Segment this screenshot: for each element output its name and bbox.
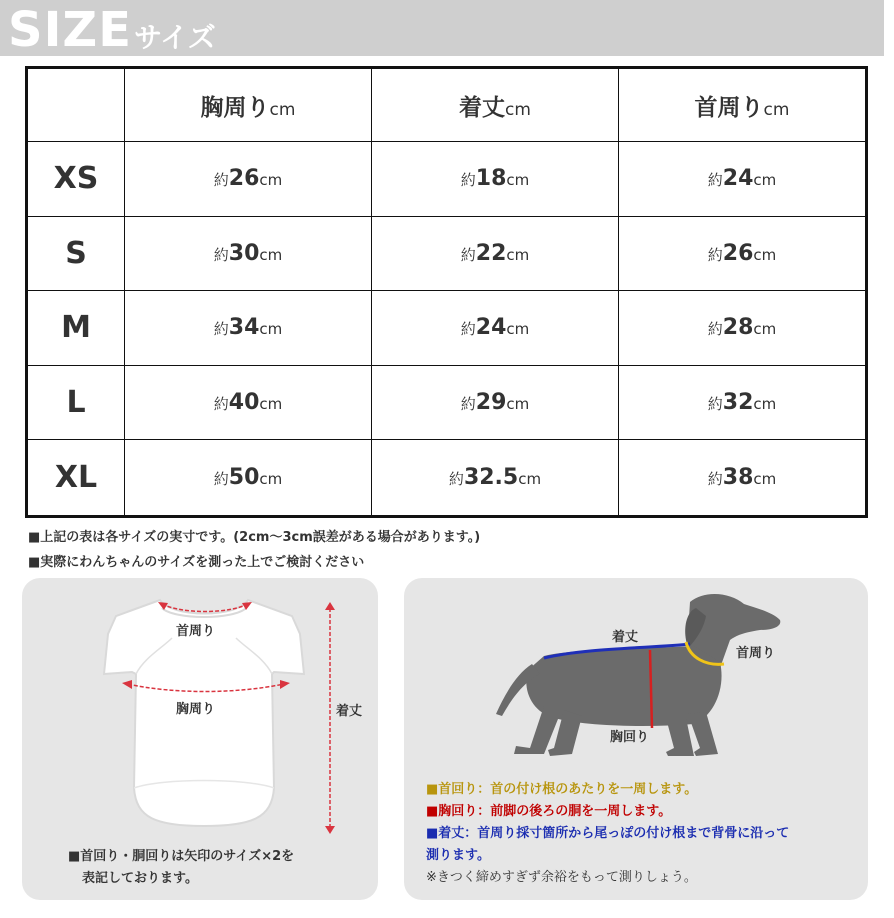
note-measurement-error: ■上記の表は各サイズの実寸です。(2cm〜3cm誤差がある場合があります。) [28,530,481,545]
table-cell: 約18cm [372,142,619,217]
garment-caption-line1: ■首回り・胴回りは矢印のサイズ×2を [68,849,295,864]
table-cell: 約26cm [619,216,867,291]
table-header-row [27,68,867,142]
length-label: 着丈 [334,700,364,719]
neck-label: 首周り [176,624,216,639]
table-cell: 約29cm [372,365,619,440]
dog-chest-label: 胸回り [610,730,650,745]
table-corner-cell [27,68,125,142]
desc-length-cont: 測ります。 [426,848,490,863]
dog-length-label: 着丈 [612,630,639,645]
size-label: L [27,365,125,440]
header-banner [0,0,884,56]
garment-diagram-panel [22,578,378,900]
header-title: SIZE [8,2,133,58]
table-cell: 約34cm [125,291,372,366]
size-table [25,66,868,518]
desc-tip: ※きつく締めすぎず余裕をもって測りしょう。 [426,870,697,885]
table-cell: 約50cm [125,440,372,517]
table-cell: 約32cm [619,365,867,440]
table-cell: 約24cm [619,142,867,217]
table-cell: 約30cm [125,216,372,291]
table-cell: 約40cm [125,365,372,440]
column-header: 首周りcm [619,68,867,142]
table-cell: 約24cm [372,291,619,366]
header-subtitle: サイズ [134,21,216,54]
size-label: M [27,291,125,366]
size-label: S [27,216,125,291]
note-measure-dog: ■実際にわんちゃんのサイズを測った上でご検討ください [28,555,365,570]
dog-diagram-panel [404,578,868,900]
desc-length: ■着丈：首周り採寸箇所から尾っぽの付け根まで背骨に沿って [426,826,790,841]
desc-neck: ■首回り：首の付け根のあたりを一周します。 [426,782,698,797]
size-label: XL [27,440,125,517]
column-header: 胸周りcm [125,68,372,142]
column-header: 着丈cm [372,68,619,142]
garment-caption-line2: 表記しております。 [82,871,198,886]
table-row [27,440,867,517]
table-row [27,216,867,291]
table-row [27,291,867,366]
chest-label: 胸周り [176,702,216,717]
table-cell: 約38cm [619,440,867,517]
table-row [27,142,867,217]
table-cell: 約32.5cm [372,440,619,517]
table-cell: 約26cm [125,142,372,217]
desc-chest: ■胸回り：前脚の後ろの胴を一周します。 [426,804,672,819]
table-cell: 約22cm [372,216,619,291]
table-cell: 約28cm [619,291,867,366]
table-row [27,365,867,440]
dog-neck-label: 首周り [736,646,776,661]
size-label: XS [27,142,125,217]
